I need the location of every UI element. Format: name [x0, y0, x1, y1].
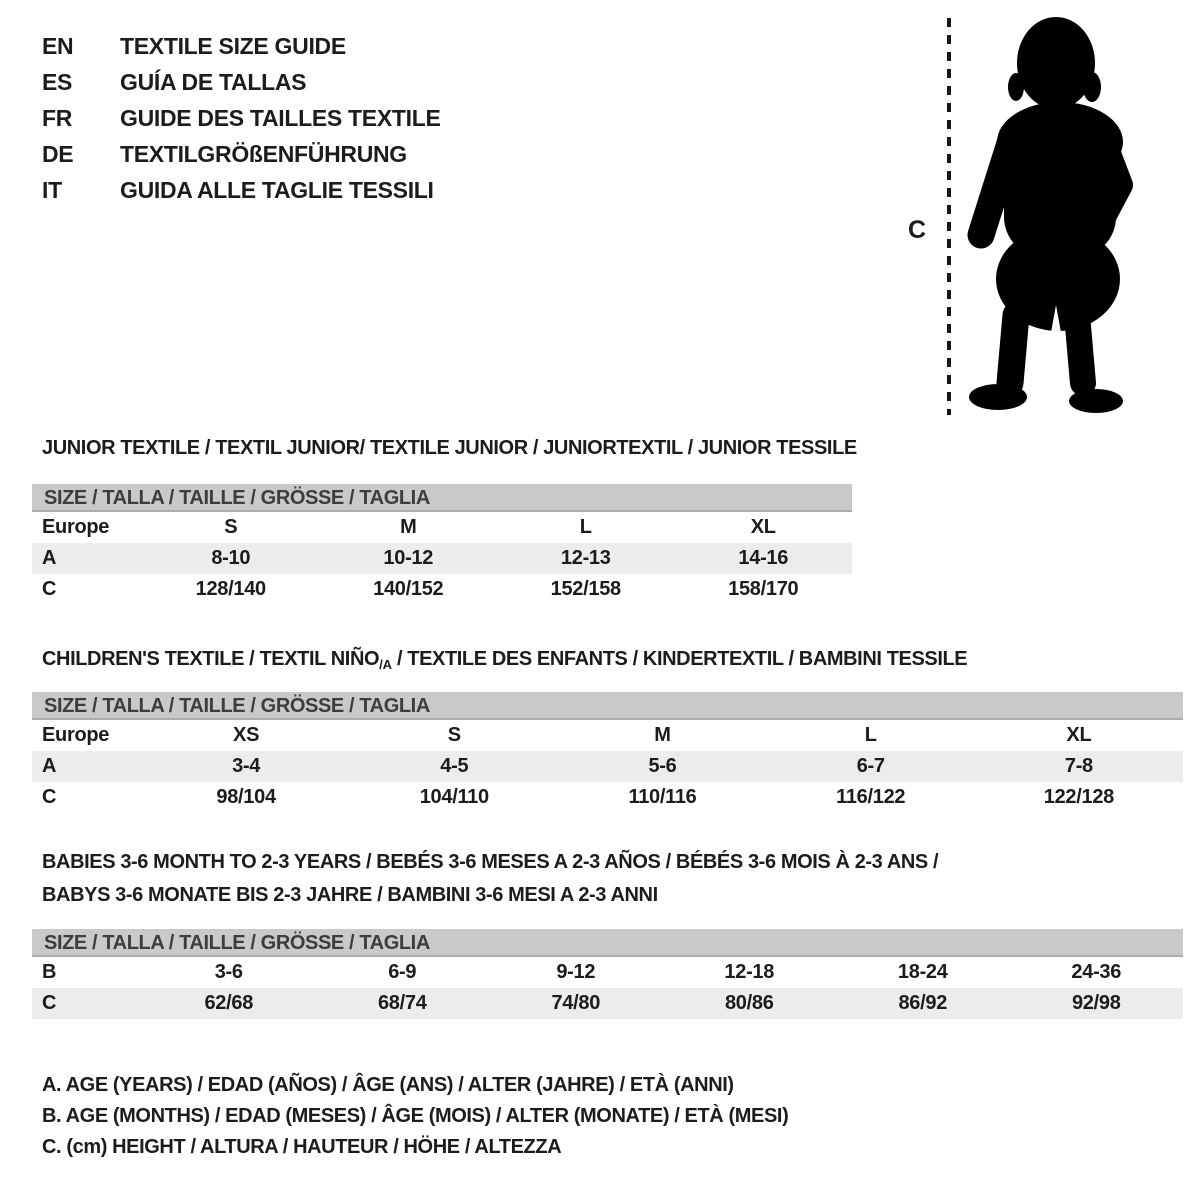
children-section-heading: [42, 648, 967, 671]
height-dashed-line: [947, 18, 951, 415]
table-cell: 9-12: [556, 961, 596, 983]
table-cell: 74/80: [551, 992, 601, 1014]
children-heading-prefix: CHILDREN'S TEXTILE / TEXTIL NIÑO: [42, 648, 380, 670]
lang-title: TEXTILGRÖßENFÜHRUNG: [120, 141, 407, 167]
legend-line-a: A. AGE (YEARS) / EDAD (AÑOS) / ÂGE (ANS) / ALTER (JAHRE) / ETÀ (ANNI): [42, 1074, 734, 1096]
table-row: [32, 988, 1183, 1019]
table-row: [32, 543, 852, 574]
children-size-table: [32, 692, 1183, 813]
junior-section-heading: JUNIOR TEXTILE / TEXTIL JUNIOR/ TEXTILE JUNIOR / JUNIORTEXTIL / JUNIOR TESSILE: [42, 437, 857, 459]
language-title-block: [42, 28, 441, 208]
babies-size-table: [32, 929, 1183, 1019]
lang-title: GUÍA DE TALLAS: [120, 69, 307, 95]
table-row: [32, 574, 852, 605]
table-cell: S: [224, 516, 238, 538]
lang-title: GUIDE DES TAILLES TEXTILE: [120, 105, 441, 131]
table-cell: 98/104: [216, 786, 276, 808]
lang-title: GUIDA ALLE TAGLIE TESSILI: [120, 177, 434, 203]
table-cell: 80/86: [724, 992, 774, 1014]
table-cell: 110/116: [628, 786, 697, 808]
legend-line-c: C. (cm) HEIGHT / ALTURA / HAUTEUR / HÖHE / ALTEZZA: [42, 1136, 562, 1158]
table-cell: 104/110: [419, 786, 489, 808]
row-label: Europe: [42, 516, 110, 538]
row-label: C: [42, 578, 57, 600]
table-row: [32, 751, 1183, 782]
babies-table-rows: [32, 957, 1183, 1019]
row-label: A: [42, 755, 57, 777]
babies-heading-line1: BABIES 3-6 MONTH TO 2-3 YEARS / BEBÉS 3-6 MESES A 2-3 AÑOS / BÉBÉS 3-6 MOIS À 2-3 ANS /: [42, 851, 939, 873]
legend-block: [42, 1070, 788, 1163]
table-cell: 152/158: [550, 578, 621, 600]
lang-code: FR: [42, 105, 73, 131]
children-size-header-bar: SIZE / TALLA / TAILLE / GRÖSSE / TAGLIA: [32, 692, 1183, 720]
lang-code: IT: [42, 177, 62, 203]
lang-row-es: [42, 64, 441, 100]
row-label: B: [42, 961, 57, 983]
table-cell: 4-5: [440, 755, 469, 777]
table-row: [32, 782, 1183, 813]
row-label: C: [42, 786, 57, 808]
table-cell: 10-12: [383, 547, 434, 569]
lang-code: ES: [42, 69, 73, 95]
babies-size-header-bar: SIZE / TALLA / TAILLE / GRÖSSE / TAGLIA: [32, 929, 1183, 957]
table-row: [32, 720, 1183, 751]
children-heading-suffix: / TEXTILE DES ENFANTS / KINDERTEXTIL / BAMBINI TESSILE: [391, 648, 968, 670]
table-cell: L: [864, 724, 877, 746]
table-cell: 18-24: [897, 961, 948, 983]
table-cell: 7-8: [1064, 755, 1093, 777]
table-cell: 86/92: [898, 992, 948, 1014]
table-cell: 6-9: [388, 961, 417, 983]
junior-size-table: [32, 484, 852, 605]
lang-row-en: [42, 28, 441, 64]
table-row: [32, 512, 852, 543]
junior-table-rows: [32, 512, 852, 605]
table-cell: 122/128: [1043, 786, 1114, 808]
table-cell: 62/68: [204, 992, 254, 1014]
table-cell: 158/170: [728, 578, 799, 600]
row-label: A: [42, 547, 57, 569]
children-heading-subscript: /A: [379, 657, 392, 672]
table-cell: XL: [1066, 724, 1092, 746]
table-cell: 92/98: [1071, 992, 1121, 1014]
height-measure-label: C: [908, 216, 926, 244]
lang-code: EN: [42, 33, 74, 59]
table-cell: 8-10: [211, 547, 251, 569]
table-cell: 116/122: [836, 786, 906, 808]
lang-title: TEXTILE SIZE GUIDE: [120, 33, 346, 59]
lang-row-it: [42, 172, 441, 208]
legend-line-b: B. AGE (MONTHS) / EDAD (MESES) / ÂGE (MOIS) / ALTER (MONATE) / ETÀ (MESI): [42, 1105, 789, 1127]
junior-size-header-bar: SIZE / TALLA / TAILLE / GRÖSSE / TAGLIA: [32, 484, 852, 512]
children-table-rows: [32, 720, 1183, 813]
lang-code: DE: [42, 141, 74, 167]
table-cell: XS: [233, 724, 260, 746]
table-cell: 3-6: [214, 961, 243, 983]
table-cell: XL: [750, 516, 776, 538]
table-cell: 3-4: [232, 755, 261, 777]
table-cell: 140/152: [373, 578, 444, 600]
table-cell: 12-18: [724, 961, 775, 983]
row-label: C: [42, 992, 57, 1014]
table-cell: L: [579, 516, 592, 538]
row-label: Europe: [42, 724, 110, 746]
lang-row-de: [42, 136, 441, 172]
toddler-silhouette-icon: [964, 17, 1134, 419]
table-cell: S: [447, 724, 461, 746]
table-cell: 5-6: [648, 755, 677, 777]
table-cell: M: [654, 724, 671, 746]
table-cell: M: [400, 516, 417, 538]
table-cell: 6-7: [856, 755, 885, 777]
babies-heading-line2: BABYS 3-6 MONATE BIS 2-3 JAHRE / BAMBINI 3-6 MESI A 2-3 ANNI: [42, 884, 658, 906]
table-row: [32, 957, 1183, 988]
table-cell: 68/74: [377, 992, 427, 1014]
table-cell: 12-13: [560, 547, 611, 569]
babies-section-heading: [42, 846, 938, 912]
table-cell: 24-36: [1071, 961, 1122, 983]
table-cell: 128/140: [195, 578, 266, 600]
table-cell: 14-16: [738, 547, 789, 569]
lang-row-fr: [42, 100, 441, 136]
